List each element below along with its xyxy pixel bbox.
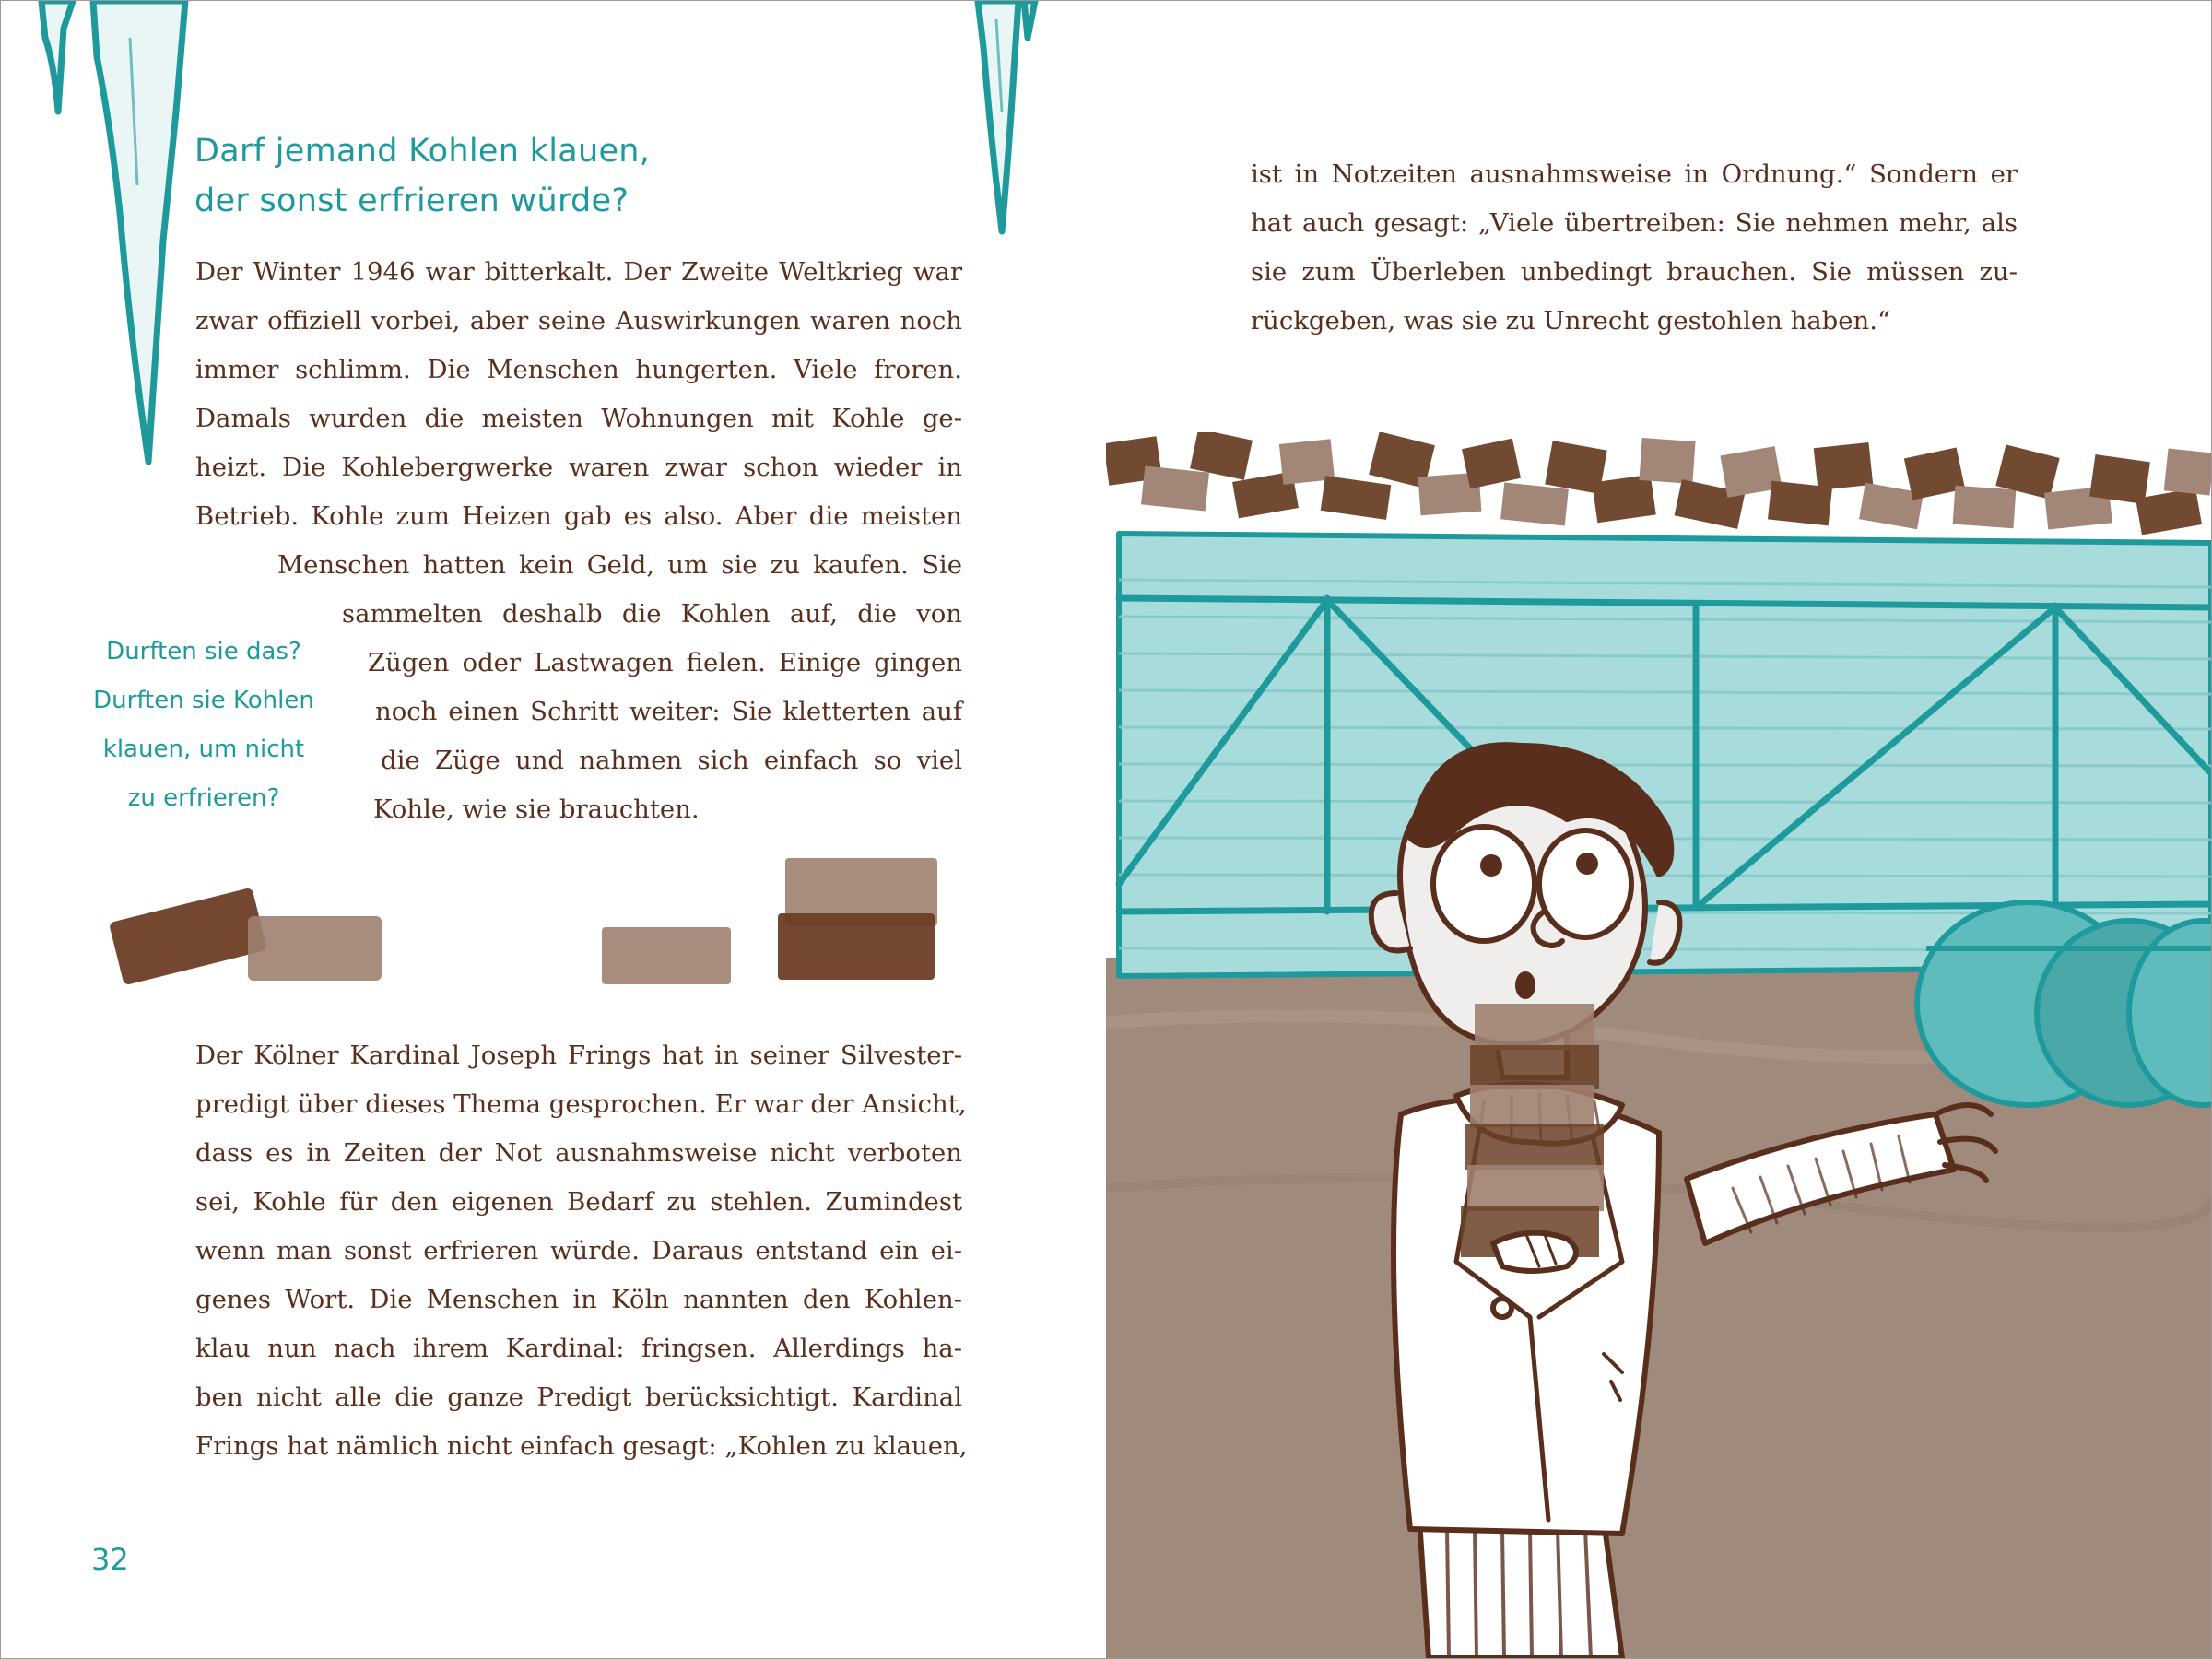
text-line: ist in Notzeiten ausnahmsweise in Ordnung.“ Sondern er	[1251, 159, 2018, 189]
coal-bricks-illustration	[1, 835, 1106, 1019]
text-line: noch einen Schritt weiter: Sie kletterten auf	[375, 697, 962, 726]
heading-line: der sonst erfrieren würde?	[194, 182, 629, 219]
text-line: Der Kölner Kardinal Joseph Frings hat in seiner Silvester-	[195, 1041, 962, 1070]
text-line: hat auch gesagt: „Viele übertreiben: Sie nehmen mehr, als	[1251, 208, 2018, 238]
text-line: Der Winter 1946 war bitterkalt. Der Zweite Weltkrieg war	[195, 257, 962, 287]
left-page	[1, 1, 1106, 1658]
text-line: Zügen oder Lastwagen fielen. Einige gingen	[368, 648, 962, 677]
text-line: rückgeben, was sie zu Unrecht gestohlen haben.“	[1251, 306, 1891, 335]
side-question-line: Durften sie das?	[106, 638, 301, 665]
right-page	[1106, 1, 2211, 1658]
train-wagon-boy-illustration	[1106, 432, 2211, 1658]
side-question	[75, 628, 333, 823]
text-line: die Züge und nahmen sich einfach so viel	[381, 746, 962, 775]
text-line: sie zum Überleben unbedingt brauchen. Sie müssen zu-	[1251, 257, 2018, 287]
text-line: dass es in Zeiten der Not ausnahmsweise nicht verboten	[195, 1138, 962, 1168]
side-question-line: Durften sie Kohlen	[93, 687, 314, 714]
text-line: genes Wort. Die Menschen in Köln nannten den Kohlen-	[195, 1285, 962, 1314]
text-line: Damals wurden die meisten Wohnungen mit Kohle ge-	[195, 404, 962, 433]
frings-paragraph	[195, 1031, 968, 1471]
page-number: 32	[91, 1542, 129, 1577]
text-line: wenn man sonst erfrieren würde. Daraus entstand ein ei-	[195, 1236, 962, 1265]
side-question-line: klauen, um nicht	[102, 735, 305, 763]
text-line: Frings hat nämlich nicht einfach gesagt: „Kohlen zu klauen,	[195, 1431, 968, 1461]
text-line: sammelten deshalb die Kohlen auf, die von	[342, 599, 962, 629]
heading-line: Darf jemand Kohlen klauen,	[194, 133, 651, 170]
text-line: immer schlimm. Die Menschen hungerten. Viele froren.	[195, 355, 962, 384]
text-line: heizt. Die Kohlebergwerke waren zwar schon wieder in	[195, 453, 962, 482]
section-heading	[194, 126, 650, 226]
text-line: klau nun nach ihrem Kardinal: fringsen. Allerdings ha-	[195, 1334, 962, 1363]
text-line: Betrieb. Kohle zum Heizen gab es also. Aber die meisten	[195, 501, 962, 531]
side-question-line: zu erfrieren?	[127, 784, 280, 812]
text-line: zwar offiziell vorbei, aber seine Auswirkungen waren noch	[195, 306, 962, 335]
text-line: Menschen hatten kein Geld, um sie zu kaufen. Sie	[277, 550, 962, 580]
text-line: predigt über dieses Thema gesprochen. Er war der Ansicht,	[195, 1089, 967, 1119]
text-line: sei, Kohle für den eigenen Bedarf zu stehlen. Zumindest	[195, 1187, 962, 1217]
text-line: Kohle, wie sie brauchten.	[373, 794, 700, 824]
continuation-paragraph	[1251, 150, 2018, 346]
text-line: ben nicht alle die ganze Predigt berücksichtigt. Kardinal	[195, 1382, 962, 1412]
